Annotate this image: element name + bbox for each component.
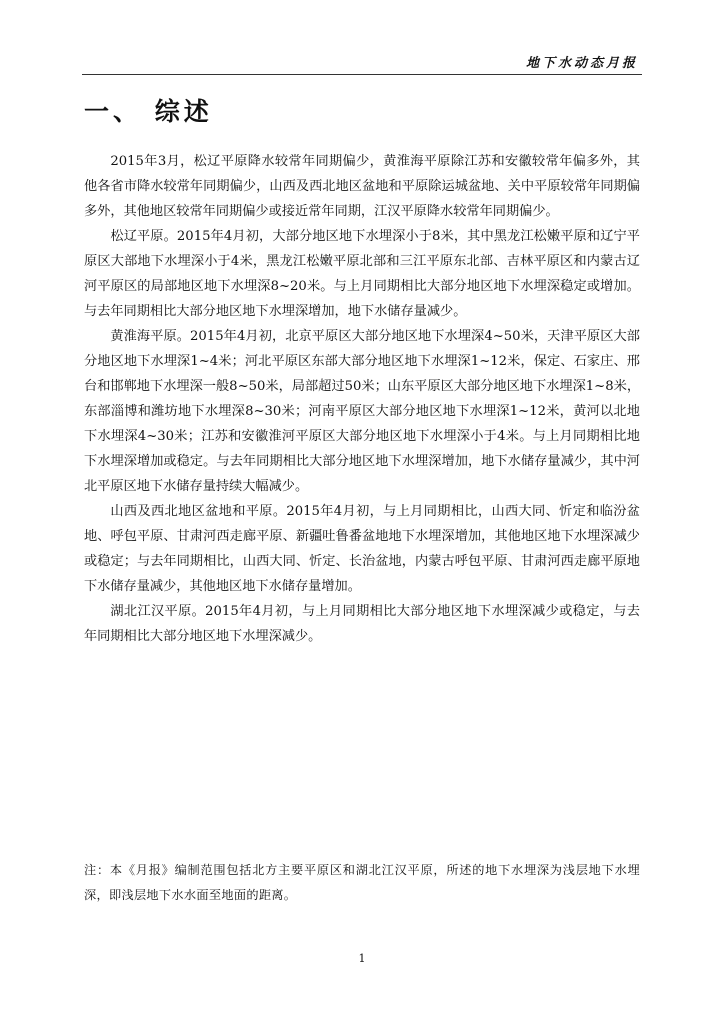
footnote: 注：本《月报》编制范围包括北方主要平原区和湖北江汉平原，所述的地下水埋深为浅层地下水埋深，即浅层地下水水面至地面的距离。 [84,863,640,902]
report-header-title: 地下水动态月报 [525,56,638,71]
body-text [84,149,640,649]
section-title: 一、 综述 [84,97,213,126]
paragraph-overview: 2015年3月，松辽平原降水较常年同期偏少，黄淮海平原除江苏和安徽较常年偏多外，其他各省市降水较常年同期偏少，山西及西北地区盆地和平原除运城盆地、关中平原较常年同期偏多外，其他地区较常年同期偏少或接近常年同期，江汉平原降水较常年同期偏少。 [84,154,640,219]
paragraph-shanxi-northwest: 山西及西北地区盆地和平原。2015年4月初，与上月同期相比，山西大同、忻定和临汾盆地、呼包平原、甘肃河西走廊平原、新疆吐鲁番盆地地下水埋深增加，其他地区地下水埋深减少或稳定；与去年同期相比，山西大同、忻定、长治盆地，内蒙古呼包平原、甘肃河西走廊平原地下水储存量减少，其他地区地下水储存量增加。 [84,504,640,594]
header-divider [82,74,642,75]
paragraph-jianghan: 湖北江汉平原。2015年4月初，与上月同期相比大部分地区地下水埋深减少或稳定，与去年同期相比大部分地区地下水埋深减少。 [84,604,640,644]
paragraph-huanghuaihai: 黄淮海平原。2015年4月初，北京平原区大部分地区地下水埋深4~50米，天津平原区大部分地区地下水埋深1~4米；河北平原区东部大部分地区地下水埋深1~12米，保定、石家庄、邢台和邯郸地下水埋深一般8~50米，局部超过50米；山东平原区大部分地区地下水埋深1~8米，东部淄博和潍坊地下水埋深8~30米；河南平原区大部分地区地下水埋深1~12米，黄河以北地下水埋深4~30米；江苏和安徽淮河平原区大部分地区地下水埋深小于4米。与上月同期相比地下水埋深增加或稳定。与去年同期相比大部分地区地下水埋深增加，地下水储存量减少，其中河北平原区地下水储存量持续大幅减少。 [84,329,640,494]
paragraph-songliao: 松辽平原。2015年4月初，大部分地区地下水埋深小于8米，其中黑龙江松嫩平原和辽宁平原区大部地下水埋深小于4米，黑龙江松嫩平原北部和三江平原东北部、吉林平原区和内蒙古辽河平原区的局部地区地下水埋深8~20米。与上月同期相比大部分地区地下水埋深稳定或增加。与去年同期相比大部分地区地下水埋深增加，地下水储存量减少。 [84,229,640,319]
page-number: 1 [358,952,366,965]
